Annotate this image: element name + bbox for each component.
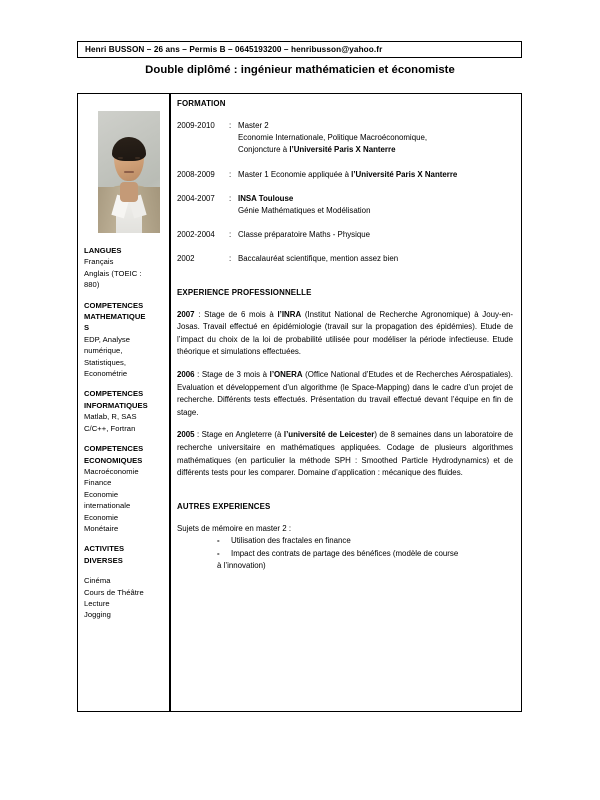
sidebar-column — [78, 94, 170, 711]
experience-organization: l’ONERA — [269, 370, 303, 379]
experience-pre: Stage de 6 mois à — [204, 309, 278, 319]
experience-organization: l’université de Leicester — [283, 430, 375, 440]
bullet-text: Utilisation des fractales en finance — [231, 536, 351, 546]
education-colon: : — [229, 254, 232, 264]
education-years: 2002-2004 — [177, 230, 215, 240]
sidebar-heading-cont: ECONOMIQUES — [84, 455, 143, 465]
experience-year: 2007 — [177, 309, 195, 319]
sidebar-item: Statistiques, — [84, 357, 127, 367]
sidebar-item: 880) — [84, 280, 100, 290]
sidebar-item: Finance — [84, 478, 112, 488]
page-title: Double diplômé : ingénieur mathématicien et économiste — [145, 64, 455, 76]
sidebar-item: C/C++, Fortran — [84, 423, 136, 433]
experience-entry — [177, 309, 513, 359]
experience-sep: : — [194, 430, 202, 440]
education-entry — [177, 229, 513, 241]
sidebar-item: Matlab, R, SAS — [84, 412, 137, 422]
education-title: INSA Toulouse — [238, 193, 294, 203]
sidebar-item: Macroéconomie — [84, 466, 139, 476]
sidebar-heading: ACTIVITES — [84, 544, 125, 554]
education-entry — [177, 253, 513, 265]
education-title: Classe préparatoire Maths - Physique — [238, 230, 371, 240]
sidebar-heading-cont: MATHEMATIQUE — [84, 312, 146, 322]
portrait-photo — [98, 111, 160, 233]
sidebar-heading: COMPETENCES — [84, 300, 144, 310]
education-institution: l’Université Paris X Nanterre — [351, 169, 458, 179]
sidebar-item: Economie — [84, 489, 119, 499]
autres-bullet — [177, 548, 513, 560]
contact-header-box — [77, 41, 522, 58]
education-entry — [177, 193, 513, 217]
education-title: Baccalauréat scientifique, mention assez bien — [238, 254, 399, 264]
main-column — [170, 94, 521, 711]
sidebar-item: EDP, Analyse — [84, 334, 131, 344]
education-entry — [177, 169, 513, 181]
sidebar-heading-cont: DIVERSES — [84, 555, 123, 565]
bullet-text: Impact des contrats de partage des bénéfices (modèle de course — [231, 548, 459, 558]
sidebar-section-competences-informatiques — [84, 388, 164, 434]
section-heading-experience: EXPERIENCE PROFESSIONNELLE — [177, 287, 312, 297]
experience-description: ) de 8 semaines dans un laboratoire de recherche universitaire en mathématiques appliquées. Codage de plusieurs algorithmes mathématiques (en particulier la méthode SPH : Smoothed Particle Hydrodynamics) et de différents tests pour les comparer. Domaine d’application : mécanique des fluides. — [177, 430, 513, 478]
education-title-plain: Master 1 Economie appliquée à — [238, 169, 352, 179]
education-detail-line: Génie Mathématiques et Modélisation — [238, 206, 371, 216]
education-title: Master 2 — [238, 121, 269, 130]
experience-pre: Stage de 3 mois à — [201, 370, 270, 379]
experience-description: (Office National d’Etudes et de Recherches Aérospatiales). Evaluation et développement d’un algorithme (le Space-Mapping) dans le cadre d’un projet de recherche. Différents tests effectués. Présentation du travail effectué devant l’équipe en fin de stage. — [177, 370, 514, 417]
experience-description: (Institut National de Recherche Agronomique) à Jouy-en-Josas. Travail effectué en épidémiologie (travail sur la propagation des épidémies). Etude de l’impact du choix de la loi de probabilité utilisée pour modéliser la période infectieuse. Etude théorique et simulations effectuées. — [177, 309, 513, 357]
sidebar-heading-cont2: S — [84, 323, 90, 333]
sidebar-heading: COMPETENCES — [84, 444, 144, 454]
sidebar-item: Economie — [84, 512, 119, 522]
sidebar-section-langues — [84, 245, 164, 291]
education-years: 2004-2007 — [177, 193, 215, 203]
experience-entry — [177, 369, 513, 419]
experience-year: 2005 — [177, 430, 195, 440]
experience-sep: : — [194, 309, 205, 319]
sidebar-heading-cont: INFORMATIQUES — [84, 400, 148, 410]
education-colon: : — [229, 193, 232, 203]
sidebar-section-competences-mathematiques — [84, 300, 164, 380]
experience-organization: l’INRA — [277, 309, 302, 319]
education-detail-plain: Conjoncture à — [238, 145, 290, 155]
sidebar-item: numérique, — [84, 346, 123, 356]
education-detail-line — [238, 144, 513, 156]
sidebar-section-activites-diverses — [84, 543, 164, 620]
education-institution: l’Université Paris X Nanterre — [289, 145, 396, 155]
education-title — [238, 169, 513, 181]
autres-intro: Sujets de mémoire en master 2 : — [177, 523, 292, 533]
sidebar-item: Monétaire — [84, 523, 119, 533]
experience-year: 2006 — [177, 370, 195, 379]
education-years: 2009-2010 — [177, 121, 215, 130]
sidebar-item: Cours de Théâtre — [84, 587, 144, 597]
section-heading-autres-experiences: AUTRES EXPERIENCES — [177, 501, 271, 511]
education-detail-plain: Economie Internationale, Politique Macroéconomique, — [238, 133, 428, 143]
education-colon: : — [229, 121, 232, 130]
photo-mouth — [124, 171, 134, 173]
sidebar-section-competences-economiques — [84, 443, 164, 534]
section-heading-formation: FORMATION — [177, 99, 226, 108]
education-colon: : — [229, 230, 232, 240]
contact-line: Henri BUSSON – 26 ans – Permis B – 0645193200 – henribusson@yahoo.fr — [85, 45, 383, 54]
experience-sep: : — [194, 370, 202, 379]
education-years: 2002 — [177, 254, 195, 264]
experience-entry — [177, 429, 513, 479]
sidebar-item: Anglais (TOEIC : — [84, 268, 142, 278]
sidebar-heading: LANGUES — [84, 246, 122, 255]
photo-neck — [120, 182, 138, 202]
sidebar-item: internationale — [84, 501, 131, 511]
education-entry — [177, 120, 513, 157]
sidebar-item: Français — [84, 257, 114, 267]
sidebar-item: Jogging — [84, 610, 111, 620]
bullet-dash-icon: - — [217, 536, 220, 546]
autres-bullet — [177, 535, 513, 547]
sidebar-heading: COMPETENCES — [84, 389, 144, 399]
experience-pre: Stage en Angleterre (à — [201, 430, 284, 440]
sidebar-item: Cinéma — [84, 576, 111, 586]
bullet-dash-icon: - — [217, 548, 220, 558]
bullet-text-continuation: à l’innovation) — [217, 561, 266, 571]
sidebar-item: Lecture — [84, 598, 110, 608]
education-years: 2008-2009 — [177, 169, 215, 179]
education-detail-line — [238, 132, 513, 144]
sidebar-item: Econométrie — [84, 369, 128, 379]
education-colon: : — [229, 169, 232, 179]
cv-table — [77, 93, 522, 712]
